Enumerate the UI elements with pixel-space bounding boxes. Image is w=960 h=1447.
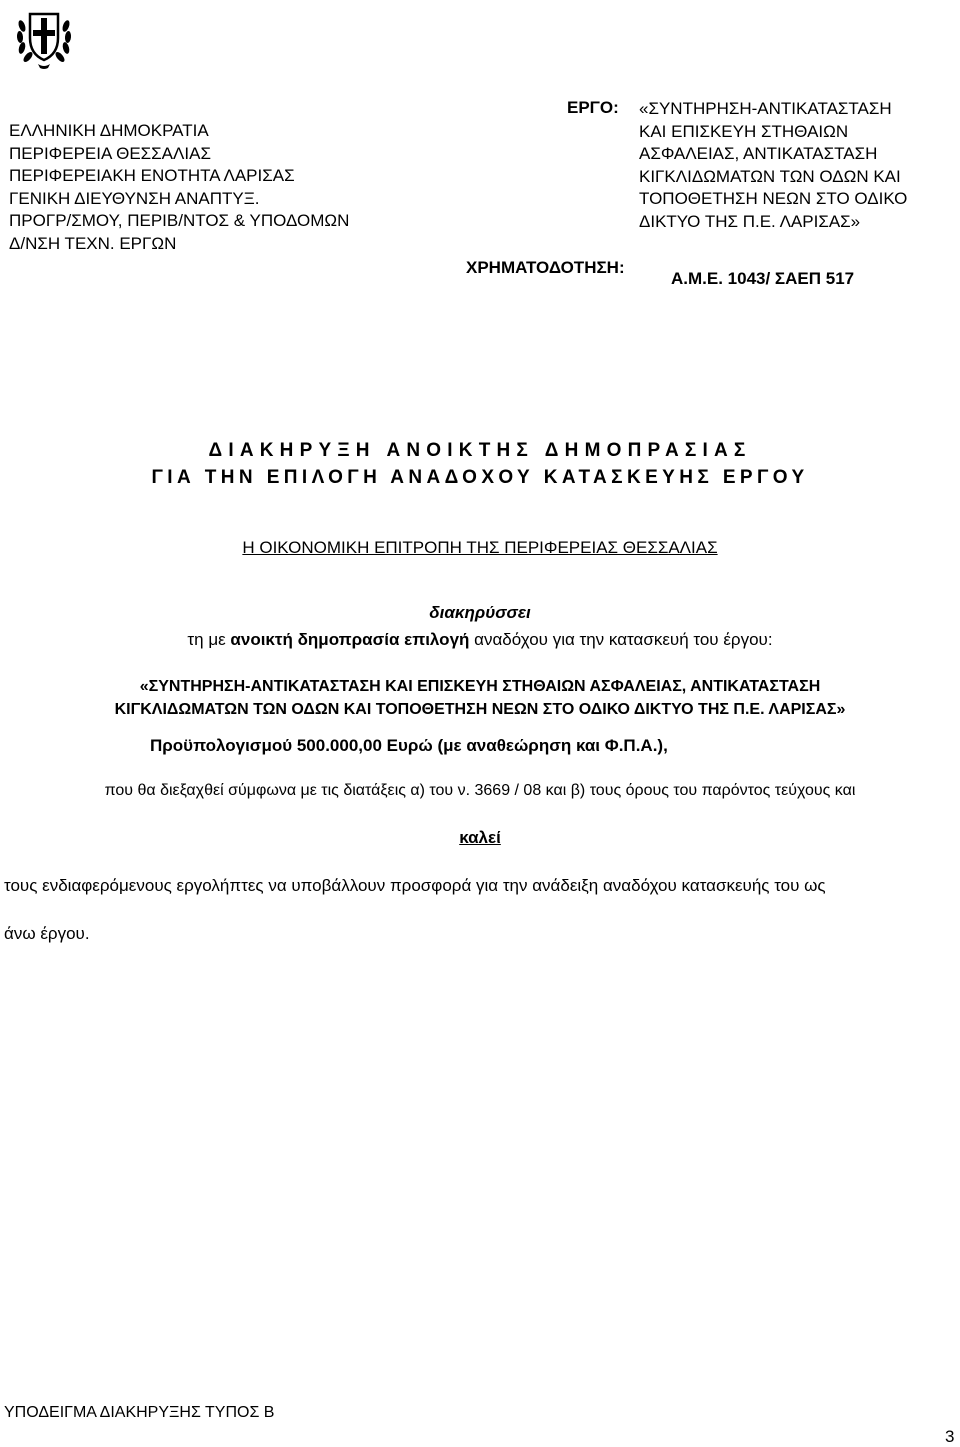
project-title-line: «ΣΥΝΤΗΡΗΣΗ-ΑΝΤΙΚΑΤΑΣΤΑΣΗ [639,99,892,118]
procedure-line [0,630,960,650]
page-number: 3 [945,1427,955,1446]
project-title-line: ΚΙΓΚΛΙΔΩΜΑΤΩΝ ΤΩΝ ΟΔΩΝ ΚΑΙ [639,166,901,186]
invitation-line1: τους ενδιαφερόμενους εργολήπτες να υποβάλλουν προσφορά για την ανάδειξη αναδόχου κατασκευής του ως [4,876,826,895]
project-name-line1: «ΣΥΝΤΗΡΗΣΗ-ΑΝΤΙΚΑΤΑΣΤΑΣΗ ΚΑΙ ΕΠΙΣΚΕΥΗ ΣΤΗΘΑΙΩΝ ΑΣΦΑΛΕΙΑΣ, ΑΝΤΙΚΑΤΑΣΤΑΣΗ [139,678,821,695]
procedure-type: ανοικτή δημοπρασία επιλογή [230,630,470,649]
calls-word: καλεί [459,828,501,847]
project-name-line2: ΚΙΓΚΛΙΔΩΜΑΤΩΝ ΤΩΝ ΟΔΩΝ ΚΑΙ ΤΟΠΟΘΕΤΗΣΗ ΝΕΩΝ ΣΤΟ ΟΔΙΚΟ ΔΙΚΤΥΟ ΤΗΣ Π.Ε. ΛΑΡΙΣΑΣ» [114,701,846,718]
project-title-line: ΑΣΦΑΛΕΙΑΣ, ΑΝΤΙΚΑΤΑΣΤΑΣΗ [639,144,878,163]
project-title-line: ΚΑΙ ΕΠΙΣΚΕΥΗ ΣΤΗΘΑΙΩΝ [639,121,849,141]
document-title-line1: ΔΙΑΚΗΡΥΞΗ ΑΝΟΙΚΤΗΣ ΔΗΜΟΠΡΑΣΙΑΣ [208,440,752,461]
committee-heading: Η ΟΙΚΟΝΟΜΙΚΗ ΕΠΙΤΡΟΠΗ ΤΗΣ ΠΕΡΙΦΕΡΕΙΑΣ ΘΕΣΣΑΛΙΑΣ [242,538,718,557]
document-title-line2: ΓΙΑ ΤΗΝ ΕΠΙΛΟΓΗ ΑΝΑΔΟΧΟΥ ΚΑΤΑΣΚΕΥΗΣ ΕΡΓΟΥ [151,467,809,488]
procedure-pre: τη με [187,630,231,649]
terms-line: που θα διεξαχθεί σύμφωνα με τις διατάξεις α) του ν. 3669 / 08 και β) τους όρους του παρόντος τεύχους και [104,782,856,799]
authority-line: ΓΕΝΙΚΗ ΔΙΕΥΘΥΝΣΗ ΑΝΑΠΤΥΞ. [9,188,260,208]
project-title-header [639,98,907,233]
procedure-post: αναδόχου για την κατασκευή του έργου: [469,630,773,649]
authority-line: ΕΛΛΗΝΙΚΗ ΔΗΜΟΚΡΑΤΙΑ [9,121,209,140]
project-title-line: ΔΙΚΤΥΟ ΤΗΣ Π.Ε. ΛΑΡΙΣΑΣ» [639,211,861,231]
project-label: ΕΡΓΟ: [567,98,619,117]
project-title-line: ΤΟΠΟΘΕΤΗΣΗ ΝΕΩΝ ΣΤΟ ΟΔΙΚΟ [639,189,908,208]
greek-emblem-icon [14,4,74,70]
authority-line: Δ/ΝΣΗ ΤΕΧΝ. ΕΡΓΩΝ [9,233,177,253]
announces-word: διακηρύσσει [429,603,531,622]
funding-label: ΧΡΗΜΑΤΟΔΟΤΗΣΗ: [466,258,625,277]
authority-line: ΠΕΡΙΦΕΡΕΙΑ ΘΕΣΣΑΛΙΑΣ [9,143,211,163]
issuing-authority [9,120,349,255]
authority-line: ΠΕΡΙΦΕΡΕΙΑΚΗ ΕΝΟΤΗΤΑ ΛΑΡΙΣΑΣ [9,166,295,185]
footer-doc-type: ΥΠΟΔΕΙΓΜΑ ΔΙΑΚΗΡΥΞΗΣ ΤΥΠΟΣ Β [4,1404,275,1421]
authority-line: ΠΡΟΓΡ/ΣΜΟΥ, ΠΕΡΙΒ/ΝΤΟΣ & ΥΠΟΔΟΜΩΝ [9,211,350,230]
funding-value: Α.Μ.Ε. 1043/ ΣΑΕΠ 517 [671,269,855,288]
invitation-line2: άνω έργου. [4,924,90,943]
budget-line: Προϋπολογισμού 500.000,00 Ευρώ (με αναθεώρηση και Φ.Π.Α.), [150,736,668,755]
